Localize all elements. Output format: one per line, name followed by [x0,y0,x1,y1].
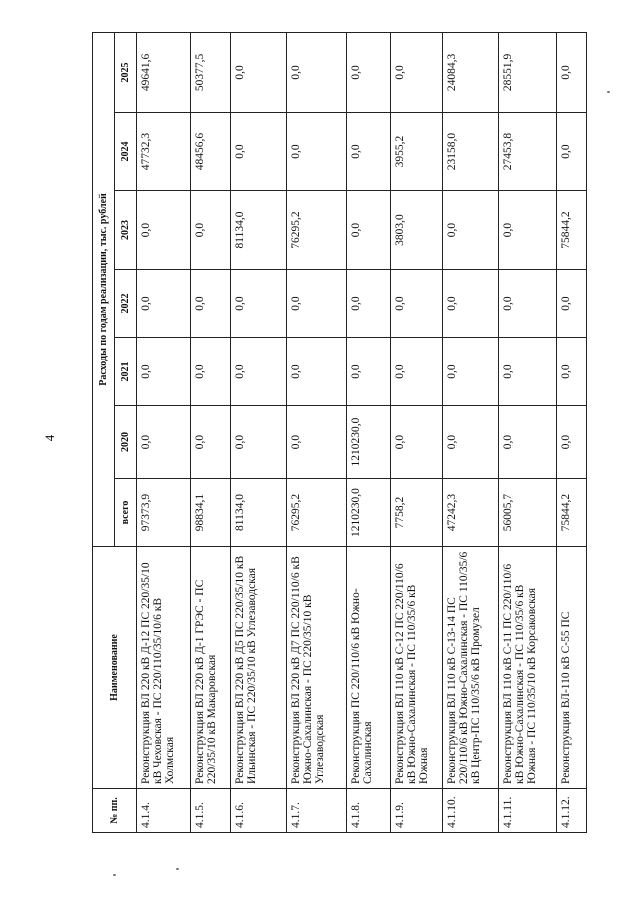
page-number: 4 [42,434,57,442]
row-year-value: 0,0 [137,270,191,338]
row-year-value: 48456,6 [191,113,231,191]
row-total: 98834,1 [191,479,231,547]
row-year-value: 0,0 [191,338,231,406]
row-year-value: 0,0 [391,270,443,338]
row-year-value: 28551,9 [499,32,557,112]
row-year-value: 0,0 [231,113,287,191]
row-year-value: 0,0 [557,270,587,338]
row-total: 1210230,0 [347,479,391,547]
row-year-value: 0,0 [287,32,347,112]
header-name: Наименование [93,547,137,789]
row-year-value: 0,0 [443,191,499,270]
row-year-value: 81134,0 [231,191,287,270]
row-name: Реконструкция ВЛ 110 кВ С-11 ПС 220/110/6 кВ Южно-Сахалинская - ПС 110/35/6 кВ Южная - ПС 110/35/10 кВ Корсаковская [499,547,557,789]
row-year-value: 0,0 [347,338,391,406]
row-year-value: 0,0 [287,113,347,191]
table-row [231,32,287,832]
row-year-value: 50377,5 [191,32,231,112]
header-year: 2022 [115,270,137,338]
scan-speck [607,91,610,93]
row-year-value: 24084,3 [443,32,499,112]
row-year-value: 0,0 [191,270,231,338]
row-year-value: 23158,0 [443,113,499,191]
row-number: 4.1.8. [347,789,391,833]
table-row [347,32,391,832]
row-number: 4.1.6. [231,789,287,833]
row-year-value: 75844,2 [557,191,587,270]
row-number: 4.1.5. [191,789,231,833]
row-year-value: 0,0 [557,113,587,191]
rotated-table-container [92,33,584,833]
row-number: 4.1.12. [557,789,587,833]
row-number: 4.1.11. [499,789,557,833]
table-row [391,32,443,832]
header-year: 2021 [115,338,137,406]
row-name: Реконструкция ВЛ 220 кВ Д-1 ГРЭС - ПС 220/35/10 кВ Макаровская [191,547,231,789]
row-year-value: 0,0 [231,270,287,338]
row-total: 47242,3 [443,479,499,547]
table-row [191,32,231,832]
header-expenses-group: Расходы по годам реализации, тыс. рублей [93,32,115,546]
row-year-value: 27453,8 [499,113,557,191]
row-year-value: 3955,2 [391,113,443,191]
table-row [557,32,587,832]
row-number: 4.1.10. [443,789,499,833]
expenses-table [92,32,587,833]
row-year-value: 0,0 [287,338,347,406]
row-year-value: 49641,6 [137,32,191,112]
row-year-value: 0,0 [347,32,391,112]
row-total: 56005,7 [499,479,557,547]
header-no: № пп. [93,789,137,833]
table-row [287,32,347,832]
row-year-value: 0,0 [557,406,587,479]
row-year-value: 0,0 [137,191,191,270]
row-year-value: 0,0 [391,406,443,479]
row-total: 81134,0 [231,479,287,547]
row-name: Реконструкция ВЛ 110 кВ С-13-14 ПС 220/110/6 кВ Южно-Сахалинская - ПС 110/35/6 кВ Центр-ПС 110/35/6 кВ Промузел [443,547,499,789]
row-year-value: 0,0 [499,191,557,270]
row-year-value: 0,0 [499,270,557,338]
row-year-value: 0,0 [347,113,391,191]
row-year-value: 0,0 [443,270,499,338]
row-name: Реконструкция ВЛ 110 кВ С-12 ПС 220/110/6 кВ Южно-Сахалинская - ПС 110/35/6 кВ Южная [391,547,443,789]
row-year-value: 0,0 [391,32,443,112]
row-name: Реконструкция ВЛ 220 кВ Д5 ПС 220/35/10 кВ Ильинская - ПС 220/35/10 кВ Углезаводская [231,547,287,789]
row-year-value: 3803,0 [391,191,443,270]
row-number: 4.1.4. [137,789,191,833]
row-year-value: 0,0 [443,406,499,479]
row-year-value: 0,0 [231,338,287,406]
row-year-value: 0,0 [557,32,587,112]
row-year-value: 0,0 [499,406,557,479]
row-name: Реконструкция ВЛ 220 кВ Д7 ПС 220/110/6 кВ Южно-Сахалинская - ПС 220/35/10 кВ Углезаводская [287,547,347,789]
row-year-value: 0,0 [347,270,391,338]
row-number: 4.1.9. [391,789,443,833]
header-total: всего [115,479,137,547]
table-row [499,32,557,832]
table-row [137,32,191,832]
row-year-value: 0,0 [443,338,499,406]
row-year-value: 47732,3 [137,113,191,191]
row-year-value: 0,0 [191,191,231,270]
row-year-value: 0,0 [231,406,287,479]
header-year: 2025 [115,32,137,112]
row-number: 4.1.7. [287,789,347,833]
row-name: Реконструкция ПС 220/110/6 кВ Южно-Сахалинская [347,547,391,789]
header-year: 2024 [115,113,137,191]
row-year-value: 0,0 [137,406,191,479]
row-year-value: 0,0 [287,270,347,338]
row-year-value: 0,0 [137,338,191,406]
row-year-value: 0,0 [557,338,587,406]
row-year-value: 0,0 [287,406,347,479]
header-year: 2023 [115,191,137,270]
row-total: 76295,2 [287,479,347,547]
table-row [443,32,499,832]
row-year-value: 0,0 [347,191,391,270]
row-name: Реконструкция ВЛ-110 кВ С-55 ПС [557,547,587,789]
row-year-value: 0,0 [499,338,557,406]
row-total: 7758,2 [391,479,443,547]
row-year-value: 0,0 [231,32,287,112]
header-year: 2020 [115,406,137,479]
row-total: 75844,2 [557,479,587,547]
row-year-value: 76295,2 [287,191,347,270]
row-year-value: 0,0 [391,338,443,406]
row-total: 97373,9 [137,479,191,547]
row-year-value: 1210230,0 [347,406,391,479]
row-name: Реконструкция ВЛ 220 кВ Д-12 ПС 220/35/10 кВ Чеховская - ПС 220/110/35/10/6 кВ Холмская [137,547,191,789]
scan-speck [176,868,179,870]
row-year-value: 0,0 [191,406,231,479]
scan-speck [113,874,116,876]
